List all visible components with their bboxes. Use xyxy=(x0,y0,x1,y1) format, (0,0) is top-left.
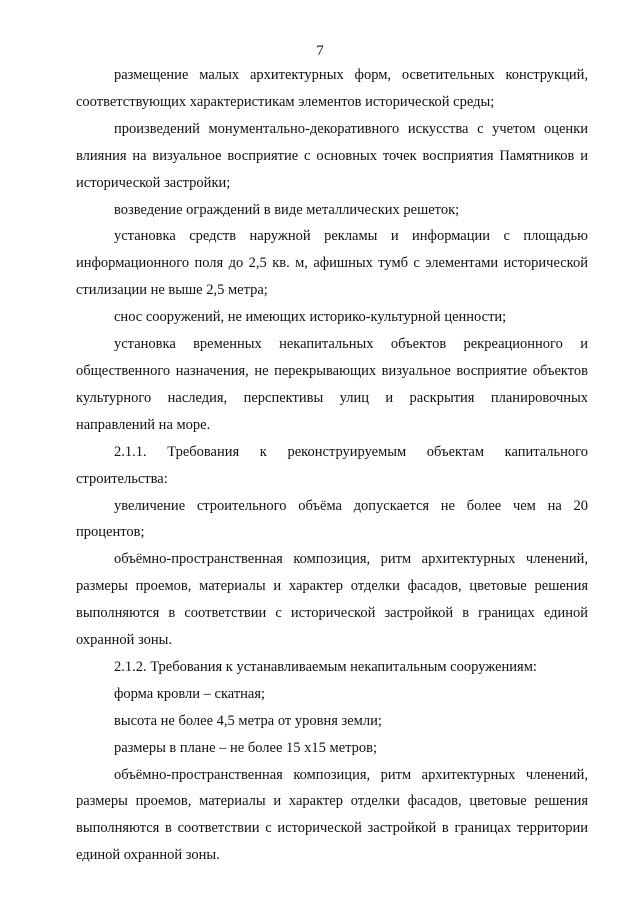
page-number: 7 xyxy=(316,43,324,59)
section-heading-2-1-2: 2.1.2. Требования к устанавливаемым некапитальным сооружениям: xyxy=(114,658,537,675)
paragraph-height-limit: высота не более 4,5 метра от уровня земли; xyxy=(114,712,382,729)
paragraph-small-architectural-forms: размещение малых архитектурных форм, осветительных конструкций, соответствующих характеристикам элементов исторической среды; xyxy=(76,67,588,110)
paragraph-metal-fences: возведение ограждений в виде металлических решеток; xyxy=(114,201,460,218)
paragraph-plan-size: размеры в плане – не более 15 х15 метров; xyxy=(114,739,378,756)
paragraph-volume-increase: увеличение строительного объёма допускается не более чем на 20 процентов; xyxy=(76,497,588,541)
document-body xyxy=(76,62,588,869)
paragraph-demolition: снос сооружений, не имеющих историко-культурной ценности; xyxy=(114,309,507,326)
paragraph-roof-form: форма кровли – скатная; xyxy=(114,685,266,702)
section-heading-2-1-1: 2.1.1. Требования к реконструируемым объектам капитального строительства: xyxy=(76,443,588,487)
paragraph-monumental-art: произведений монументально-декоративного искусства с учетом оценки влияния на визуальное восприятие с основных точек восприятия Памятников и исторической застройки; xyxy=(76,120,588,191)
paragraph-outdoor-advertising: установка средств наружной рекламы и информации с площадью информационного поля до 2,5 кв. м, афишных тумб с элементами исторической стилизации не выше 2,5 метра; xyxy=(76,228,588,299)
paragraph-temporary-structures: установка временных некапитальных объектов рекреационного и общественного назначения, не перекрывающих визуальное восприятие объектов культурного наследия, перспективы улиц и раскрытия планировочных направлений на море. xyxy=(76,336,588,433)
paragraph-composition-protection-zone: объёмно-пространственная композиция, ритм архитектурных членений, размеры проемов, материалы и характер отделки фасадов, цветовые решения выполняются в соответствии с исторической застройкой в границах единой охранной зоны. xyxy=(76,551,588,649)
paragraph-composition-territory: объёмно-пространственная композиция, ритм архитектурных членений, размеры проемов, материалы и характер отделки фасадов, цветовые решения выполняются в соответствии с исторической застройкой в границах территории единой охранной зоны. xyxy=(76,766,588,864)
